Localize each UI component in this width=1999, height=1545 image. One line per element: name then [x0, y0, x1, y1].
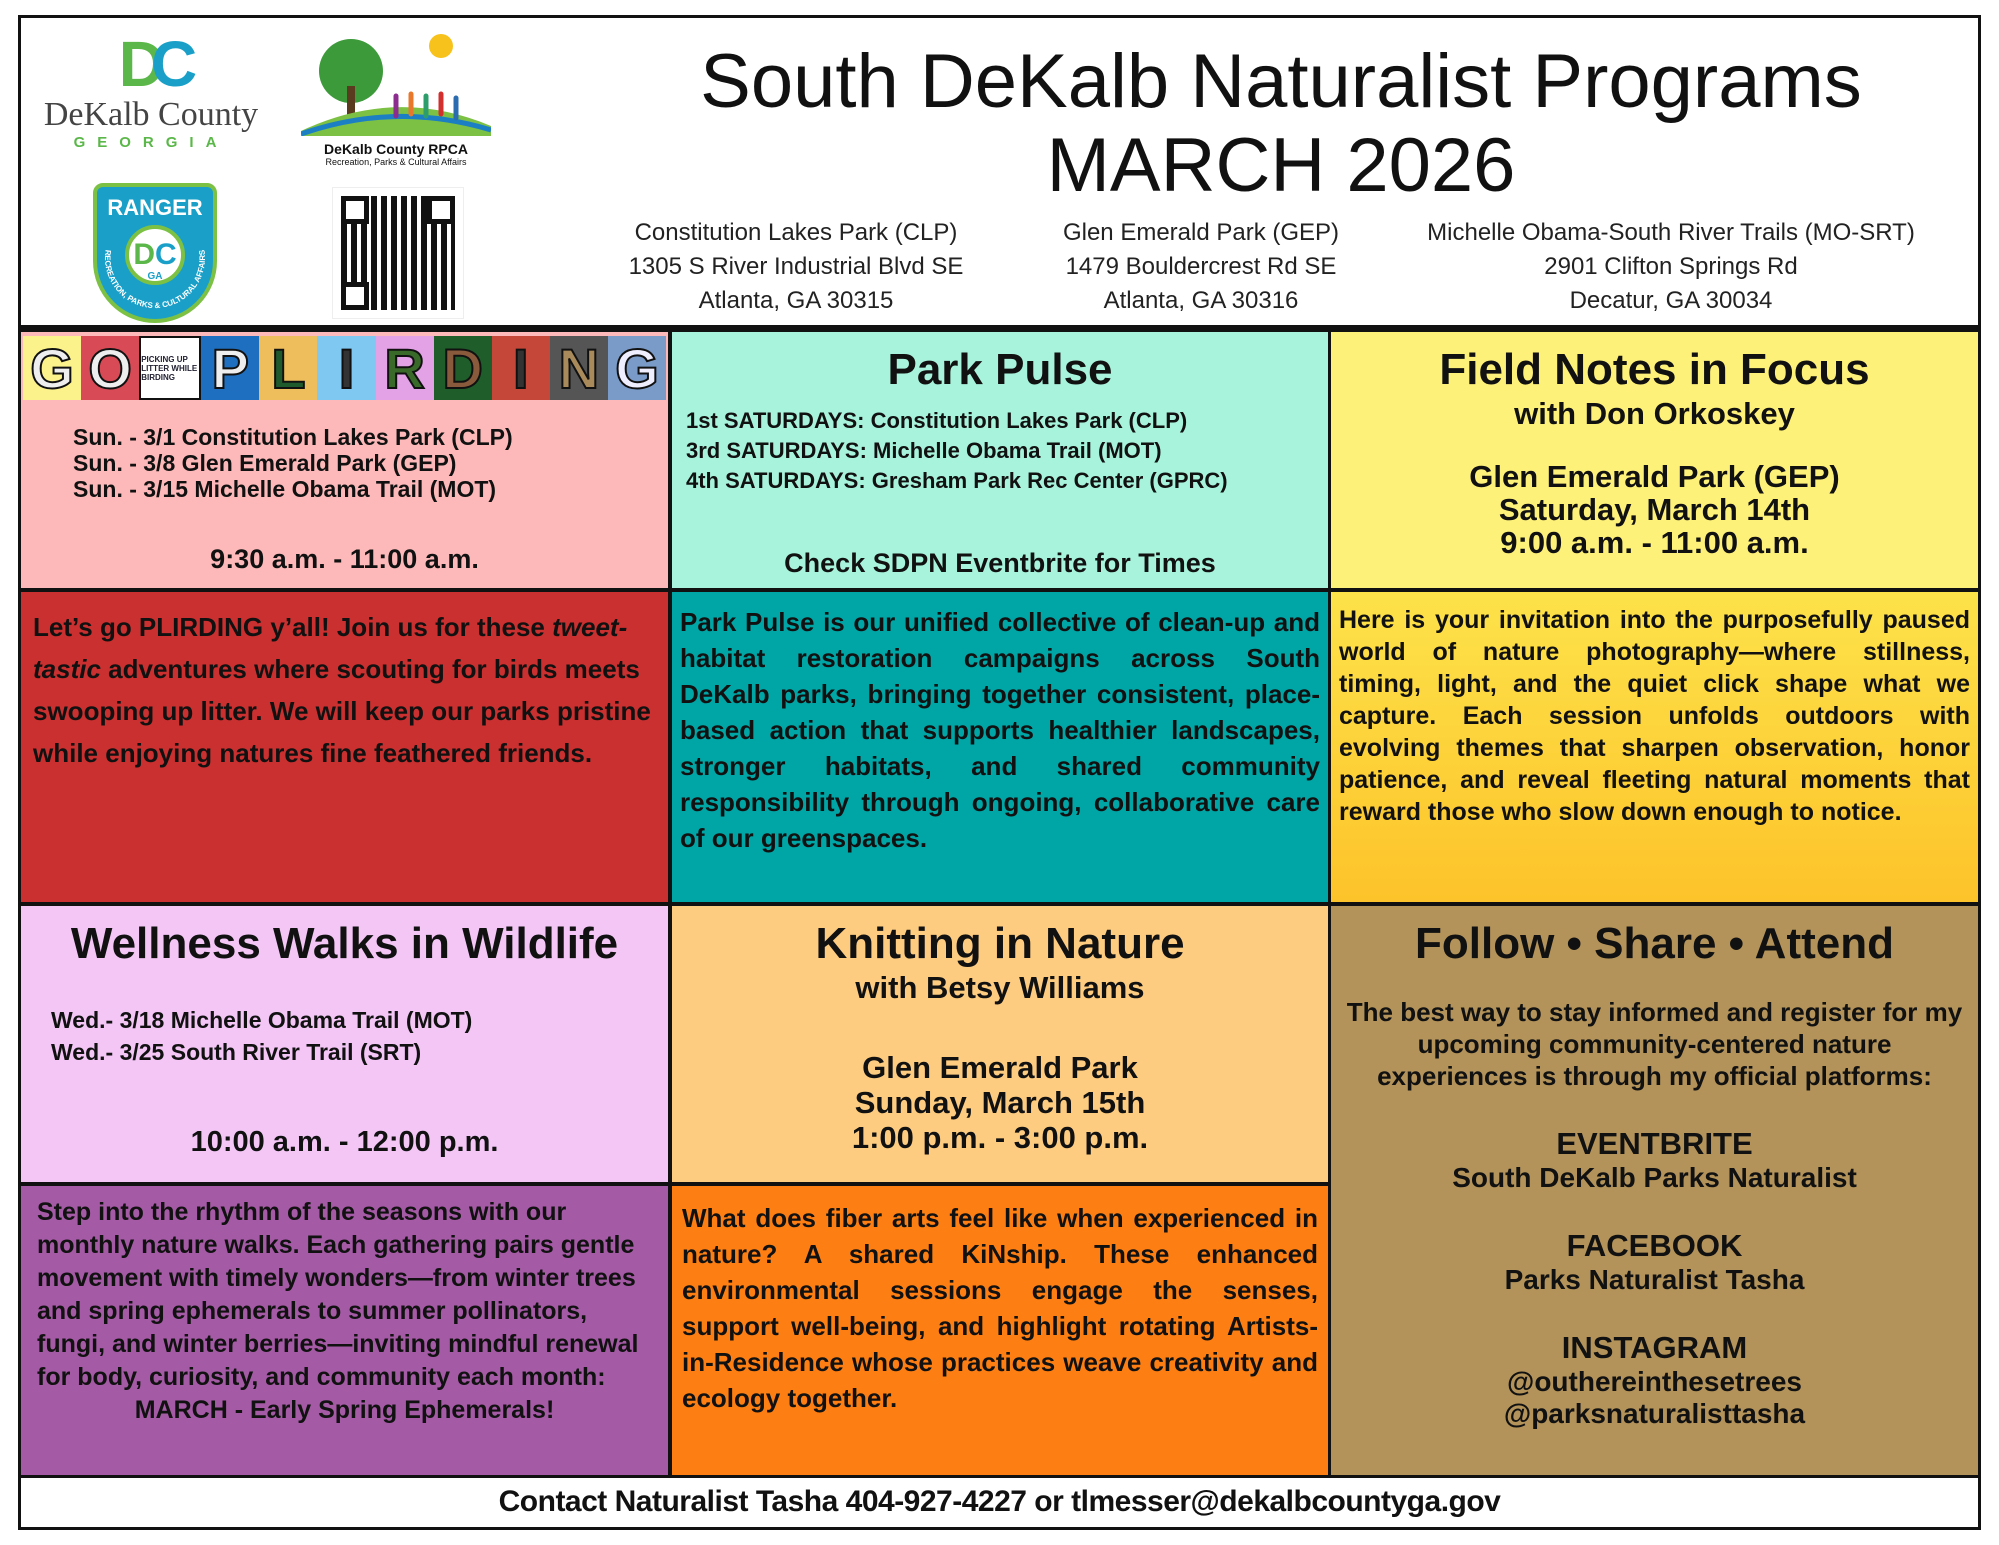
wellness-card	[18, 903, 671, 1185]
ranger-ring-text: RECREATION, PARKS & CULTURAL AFFAIRS	[102, 249, 208, 311]
park-name: Glen Emerald Park (GEP)	[1062, 219, 1340, 246]
event-time: 10:00 a.m. - 12:00 p.m.	[190, 1126, 499, 1158]
rpca-subtitle: Recreation, Parks & Cultural Affairs	[325, 157, 467, 167]
platform-handle[interactable]: South DeKalb Parks Naturalist	[1452, 1162, 1857, 1193]
wellness-dates	[51, 1004, 668, 1068]
platform-eventbrite: EVENTBRITE	[1556, 1126, 1753, 1161]
qr-code[interactable]	[333, 188, 463, 318]
banner-letter: L	[259, 336, 317, 400]
logo-county-name: DeKalb County	[43, 96, 259, 133]
banner-letter: N	[550, 336, 608, 400]
contact-footer	[18, 1475, 1981, 1530]
park-pulse-dates	[686, 406, 1328, 496]
event-date: Wed.- 3/25 South River Trail (SRT)	[51, 1039, 422, 1065]
desc-text: adventures where scouting for birds meets swooping up litter. We will keep our parks pristine while enjoying natures fine feathered friends.	[33, 654, 651, 768]
ranger-dc-icon: DC	[125, 225, 185, 285]
plirding-description	[18, 589, 671, 905]
title-line-2: MARCH 2026	[1046, 123, 1516, 208]
event-location: Glen Emerald Park	[862, 1050, 1138, 1085]
event-note: Check SDPN Eventbrite for Times	[784, 548, 1216, 578]
park-address-clp	[576, 216, 1016, 318]
desc-text: Step into the rhythm of the seasons with our monthly nature walks. Each gathering pairs gentle movement with timely wonders—from winter trees and spring ephemerals to summer pollinators, fungi, and winter berries—inviting mindful renewal for body, curiosity, and community each month:	[37, 1198, 639, 1391]
park-name: Michelle Obama-South River Trails (MO-SRT)	[1427, 219, 1915, 246]
knitting-card	[669, 903, 1331, 1185]
plirding-dates	[73, 424, 513, 502]
event-location: Glen Emerald Park (GEP)	[1469, 459, 1840, 494]
banner-letter: R	[376, 336, 434, 400]
park-street: 1305 S River Industrial Blvd SE	[628, 253, 964, 280]
event-date: 3rd SATURDAYS: Michelle Obama Trail (MOT)	[686, 438, 1162, 463]
title-line-1: South DeKalb Naturalist Programs	[700, 39, 1862, 124]
contact-text[interactable]: Contact Naturalist Tasha 404-927-4227 or tlmesser@dekalbcountyga.gov	[498, 1485, 1501, 1518]
card-title: Knitting in Nature	[815, 919, 1185, 968]
field-notes-card	[1328, 329, 1981, 591]
park-street: 2901 Clifton Springs Rd	[1544, 253, 1798, 280]
follow-intro: The best way to stay informed and register for my upcoming community-centered nature experiences is through my official platforms:	[1346, 997, 1963, 1091]
page-title	[581, 40, 1981, 208]
dc-logo-icon: DC	[118, 28, 184, 100]
park-address-gep	[1021, 216, 1381, 318]
card-subtitle: with Don Orkoskey	[1514, 396, 1795, 431]
desc-text: Let’s go PLIRDING y’all! Join us for these	[33, 612, 553, 642]
event-date: 4th SATURDAYS: Gresham Park Rec Center (GPRC)	[686, 468, 1228, 493]
rpca-logo	[296, 26, 496, 167]
logo-state-name: GEORGIA	[73, 134, 229, 151]
event-date: Sun. - 3/15 Michelle Obama Trail (MOT)	[73, 476, 497, 502]
go-plirding-banner	[23, 336, 666, 400]
park-city: Atlanta, GA 30316	[1103, 287, 1299, 314]
banner-letter: P	[201, 336, 259, 400]
park-street: 1479 Bouldercrest Rd SE	[1065, 253, 1337, 280]
banner-letter: G	[23, 336, 81, 400]
knitting-description	[669, 1183, 1331, 1478]
field-notes-description	[1328, 589, 1981, 905]
platform-facebook: FACEBOOK	[1566, 1228, 1743, 1263]
card-title: Field Notes in Focus	[1439, 345, 1870, 394]
event-date: Sunday, March 15th	[854, 1085, 1146, 1120]
wellness-description	[18, 1183, 671, 1478]
event-date: Sun. - 3/8 Glen Emerald Park (GEP)	[73, 450, 457, 476]
event-time: 9:00 a.m. - 11:00 a.m.	[1500, 525, 1809, 560]
ranger-badge-logo	[93, 183, 217, 323]
platform-handle[interactable]: @parksnaturalisttasha	[1503, 1398, 1806, 1429]
desc-text: Park Pulse is our unified collective of clean-up and habitat restoration campaigns across South DeKalb parks, bringing together consistent, place-based action that supports healthier landscapes, stronger habitats, and shared community responsibility through ongoing, collaborative care of our greenspaces.	[680, 607, 1320, 853]
rpca-name: DeKalb County RPCA	[324, 141, 468, 157]
desc-emphasis: tweet-tastic	[33, 612, 628, 684]
event-time: 1:00 p.m. - 3:00 p.m.	[851, 1120, 1149, 1155]
park-name: Constitution Lakes Park (CLP)	[634, 219, 958, 246]
plirding-card	[18, 329, 671, 591]
event-date: 1st SATURDAYS: Constitution Lakes Park (CLP)	[686, 408, 1188, 433]
platform-instagram: INSTAGRAM	[1561, 1330, 1748, 1365]
park-pulse-description	[669, 589, 1331, 905]
platform-handle[interactable]: @outhereinthesetrees	[1507, 1366, 1802, 1397]
banner-letter: G	[608, 336, 666, 400]
park-address-mosrt	[1391, 216, 1951, 318]
card-subtitle: with Betsy Williams	[855, 970, 1145, 1005]
banner-sign: PICKING UP LITTER WHILE BIRDING	[139, 336, 201, 400]
park-pulse-card	[669, 329, 1331, 591]
platform-handle[interactable]: Parks Naturalist Tasha	[1504, 1264, 1805, 1295]
ranger-ring	[97, 187, 213, 319]
event-date: Sun. - 3/1 Constitution Lakes Park (CLP)	[73, 424, 513, 450]
monthly-theme: MARCH - Early Spring Ephemerals!	[134, 1396, 555, 1424]
card-title: Wellness Walks in Wildlife	[70, 919, 619, 968]
banner-letter: O	[81, 336, 139, 400]
event-date: Wed.- 3/18 Michelle Obama Trail (MOT)	[51, 1007, 473, 1033]
card-title: Follow • Share • Attend	[1415, 919, 1894, 968]
banner-letter: I	[492, 336, 550, 400]
ranger-label: RANGER	[107, 195, 203, 220]
desc-text: What does fiber arts feel like when experienced in nature? A shared KiNship. These enhanced environmental sessions engage the senses, support well-being, and highlight rotating Artists-in-Residence whose practices weave creativity and ecology together.	[682, 1203, 1318, 1413]
follow-card	[1328, 903, 1981, 1478]
event-date: Saturday, March 14th	[1498, 492, 1811, 527]
park-city: Atlanta, GA 30315	[698, 287, 894, 314]
tree-people-icon	[301, 26, 491, 136]
banner-letter: I	[317, 336, 375, 400]
banner-letter: D	[434, 336, 492, 400]
ranger-ga: GA	[147, 271, 163, 282]
dekalb-county-logo	[41, 28, 261, 151]
card-title: Park Pulse	[887, 345, 1113, 394]
event-time: 9:30 a.m. - 11:00 a.m.	[210, 544, 479, 574]
flyer-header	[18, 15, 1981, 329]
park-city: Decatur, GA 30034	[1569, 287, 1773, 314]
desc-text: Here is your invitation into the purposefully paused world of nature photography—where stillness, timing, light, and the quiet click shape what we capture. Each session unfolds outdoors with evolving themes that sharpen observation, honor patience, and reveal fleeting natural moments that reward those who slow down enough to notice.	[1339, 606, 1970, 826]
